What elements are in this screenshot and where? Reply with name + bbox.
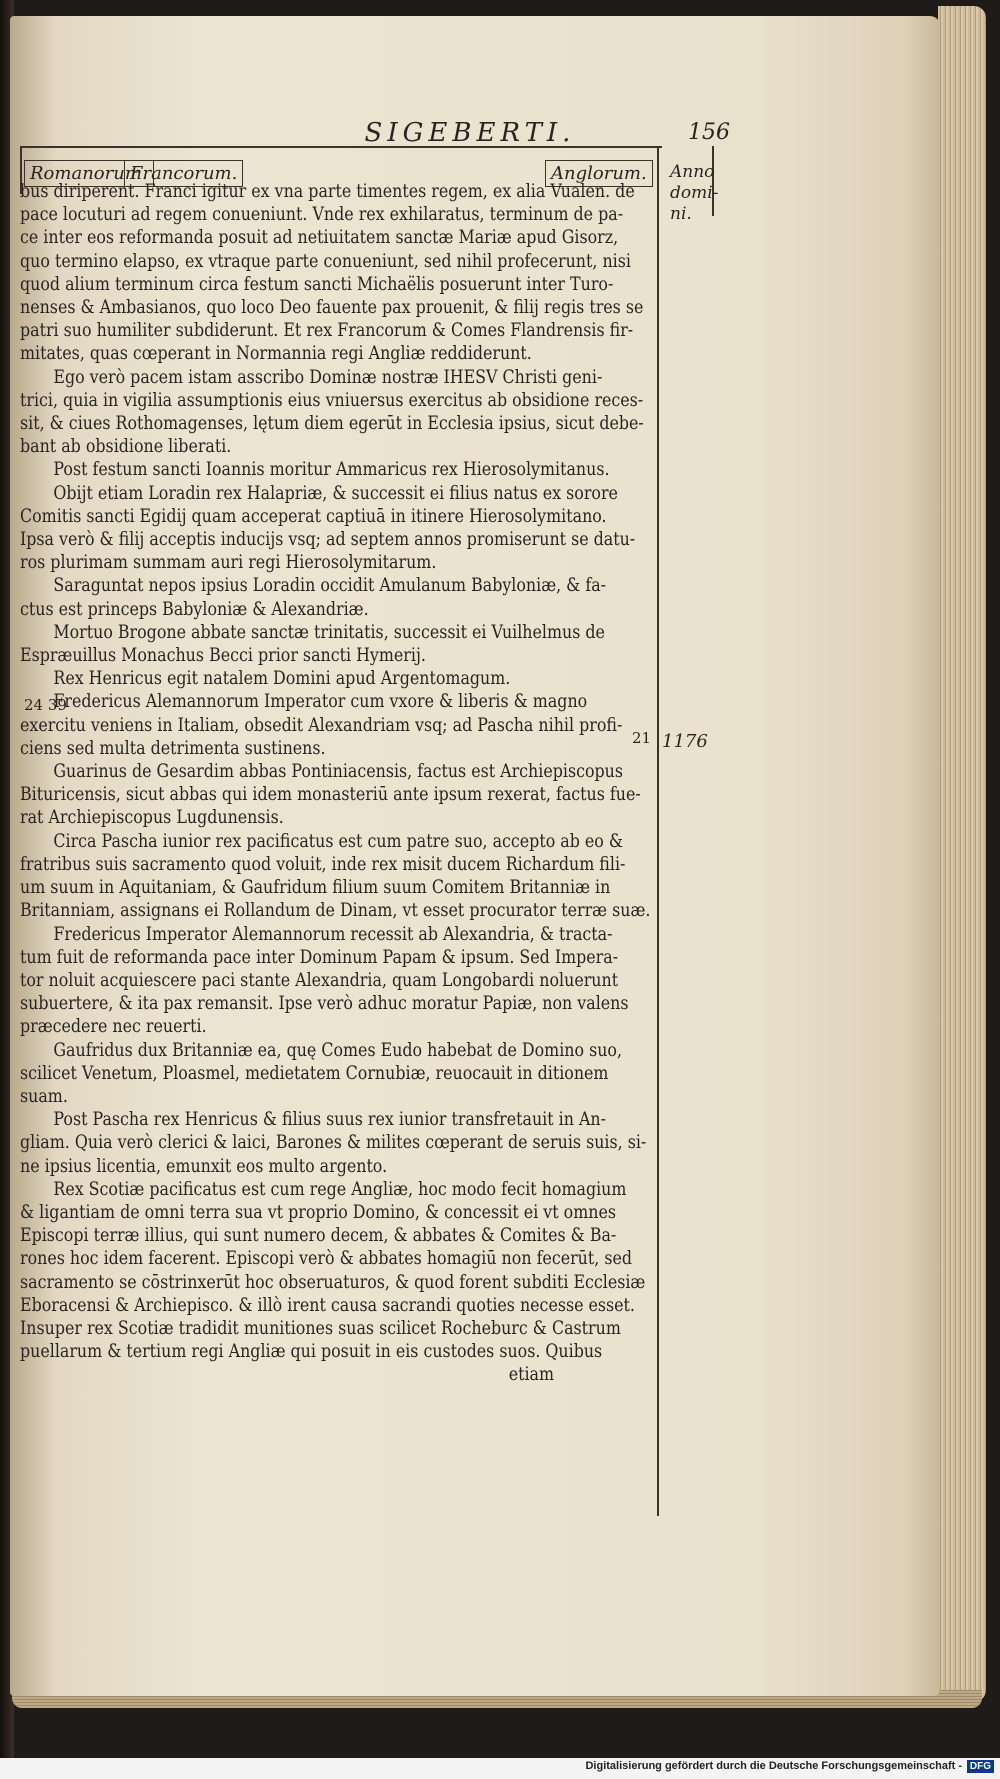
- text-line: tor noluit acquiescere paci stante Alexandria, quam Longobardi noluerunt: [20, 968, 619, 991]
- text-line: trici, quia in vigilia assumptionis eius vniuersus exercitus ab obsidione reces-: [20, 388, 644, 411]
- text-line: Gaufridus dux Britanniæ ea, quę Comes Eudo habebat de Domino suo,: [53, 1038, 623, 1061]
- text-line: Comitis sancti Egidij quam acceperat captiuā in itinere Hierosolymitano.: [20, 504, 607, 527]
- text-line: Mortuo Brogone abbate sanctæ trinitatis, successit ei Vuilhelmus de: [53, 620, 605, 643]
- text-line: bant ab obsidione liberati.: [20, 435, 232, 458]
- book-fore-edge: [938, 6, 986, 1702]
- dfg-logo: DFG: [967, 1760, 994, 1773]
- text-line: patri suo humiliter subdiderunt. Et rex Francorum & Comes Flandrensis fir-: [20, 319, 634, 342]
- margin-year: 1176: [662, 731, 708, 752]
- text-line: Post Pascha rex Henricus & filius suus rex iunior transfretauit in An-: [53, 1108, 606, 1131]
- text-line: Eboracensi & Archiepisco. & illò irent causa sacrandi quoties necesse esset.: [20, 1293, 635, 1316]
- funding-credit: Digitalisierung gefördert durch die Deutsche Forschungsgemeinschaft -: [585, 1760, 962, 1772]
- text-line: Fredericus Alemannorum Imperator cum vxore & liberis & magno: [53, 690, 588, 713]
- text-line: Saraguntat nepos ipsius Loradin occidit Amulanum Babyloniæ, & fa-: [53, 574, 607, 597]
- text-line: Circa Pascha iunior rex pacificatus est cum patre suo, accepto ab eo &: [53, 829, 623, 852]
- text-line: sacramento se cōstrinxerūt hoc obseruaturos, & quod forent subditi Ecclesiæ: [20, 1270, 646, 1293]
- text-line: scilicet Venetum, Ploasmel, medietatem Cornubiæ, reuocauit in ditionem: [20, 1061, 609, 1084]
- text-line: ciens sed multa detrimenta sustinens.: [20, 736, 326, 759]
- margin-rule-left: [657, 146, 659, 1516]
- margin-number-right: 21: [632, 729, 652, 747]
- text-line: præcedere nec reuerti.: [20, 1015, 207, 1038]
- page-number: 156: [688, 120, 730, 145]
- text-line: Ego verò pacem istam asscribo Dominæ nostræ IHESV Christi geni-: [53, 365, 603, 388]
- text-line: Ipsa verò & filij acceptis inducijs vsq; ad septem annos promiserunt se datu-: [20, 528, 636, 551]
- text-line: ne ipsius licentia, emunxit eos multo argento.: [20, 1154, 388, 1177]
- text-line: pace locuturi ad regem conueniunt. Vnde rex exhilaratus, terminum de pa-: [20, 203, 624, 226]
- text-line: puellarum & tertium regi Angliæ qui posuit in eis custodes suos. Quibus: [20, 1340, 603, 1363]
- text-line: suam.: [20, 1084, 68, 1107]
- text-line: Rex Scotiæ pacificatus est cum rege Angliæ, hoc modo fecit homagium: [53, 1177, 627, 1200]
- text-line: quo termino elapso, ex vtraque parte conueniunt, sed nihil profecerunt, nisi: [20, 249, 631, 272]
- text-line: sit, & ciues Rothomagenses, lętum diem egerūt in Ecclesia ipsius, sicut debe-: [20, 412, 644, 435]
- text-line: Guarinus de Gesardim abbas Pontiniacensis, factus est Archiepiscopus: [53, 760, 623, 783]
- text-line: tum fuit de reformanda pace inter Dominum Papam & ipsum. Sed Impera-: [20, 945, 619, 968]
- text-line: fratribus suis sacramento quod voluit, inde rex misit ducem Richardum fili-: [20, 852, 626, 875]
- text-line: bus diriperent. Franci igitur ex vna parte timentes regem, ex alia Vualen. de: [20, 180, 635, 202]
- text-line: mitates, quas cœperant in Normannia regi Angliæ reddiderunt.: [20, 342, 532, 365]
- margin-numbers-left: 24 39: [24, 696, 67, 714]
- text-line: ros plurimam summam auri regi Hierosolymitarum.: [20, 551, 437, 574]
- text-line: rat Archiepiscopus Lugdunensis.: [20, 806, 284, 829]
- text-line: nenses & Ambasianos, quo loco Deo fauente pax prouenit, & filij regis tres se: [20, 296, 644, 319]
- text-line: ctus est princeps Babyloniæ & Alexandriæ.: [20, 597, 369, 620]
- text-line: & ligantiam de omni terra sua vt proprio Domino, & concessit ei vt omnes: [20, 1200, 616, 1223]
- text-line: Britanniam, assignans ei Rollandum de Dinam, vt esset procurator terræ suæ.: [20, 899, 651, 922]
- text-line: exercitu veniens in Italiam, obsedit Alexandriam vsq; ad Pascha nihil profi-: [20, 713, 623, 736]
- text-line: um suum in Aquitaniam, & Gaufridum filium suum Comitem Britanniæ in: [20, 876, 611, 899]
- text-line: Episcopi terræ illius, qui sunt numero decem, & abbates & Comites & Ba-: [20, 1224, 617, 1247]
- text-line: Post festum sancti Ioannis moritur Ammaricus rex Hierosolymitanus.: [53, 458, 610, 481]
- text-line: rones hoc idem facerent. Episcopi verò & abbates homagiū non fecerūt, sed: [20, 1247, 632, 1270]
- running-title: SIGEBERTI.: [364, 118, 576, 148]
- text-line: gliam. Quia verò clerici & laici, Barones & milites cœperant de seruis suis, si-: [20, 1131, 647, 1154]
- text-line: quod alium terminum circa festum sancti Michaëlis posuerunt inter Turo-: [20, 272, 614, 295]
- column-header-anglorum: Anglorum.: [545, 160, 653, 187]
- text-line: etiam: [508, 1363, 555, 1386]
- text-line: Rex Henricus egit natalem Domini apud Argentomagum.: [53, 667, 511, 690]
- anno-domini-label: Anno domi- ni.: [670, 162, 719, 224]
- text-line: ce inter eos reformanda posuit ad netiuitatem sanctæ Mariæ apud Gisorz,: [20, 226, 619, 249]
- text-line: Insuper rex Scotiæ tradidit munitiones suas scilicet Rocheburc & Castrum: [20, 1316, 621, 1339]
- column-header-francorum: Francorum.: [124, 160, 243, 187]
- text-line: Obijt etiam Loradin rex Halapriæ, & successit ei filius natus ex sorore: [53, 481, 618, 504]
- text-line: Fredericus Imperator Alemannorum recessit ab Alexandria, & tracta-: [53, 922, 613, 945]
- column-header-romanorum: Romanorum.: [24, 160, 154, 187]
- text-line: Espræuillus Monachus Becci prior sancti Hymerij.: [20, 644, 426, 667]
- text-line: subuertere, & ita pax remansit. Ipse verò adhuc moratur Papiæ, non valens: [20, 992, 629, 1015]
- text-line: Bituricensis, sicut abbas qui idem monasteriū ante ipsum rexerat, factus fue-: [20, 783, 641, 806]
